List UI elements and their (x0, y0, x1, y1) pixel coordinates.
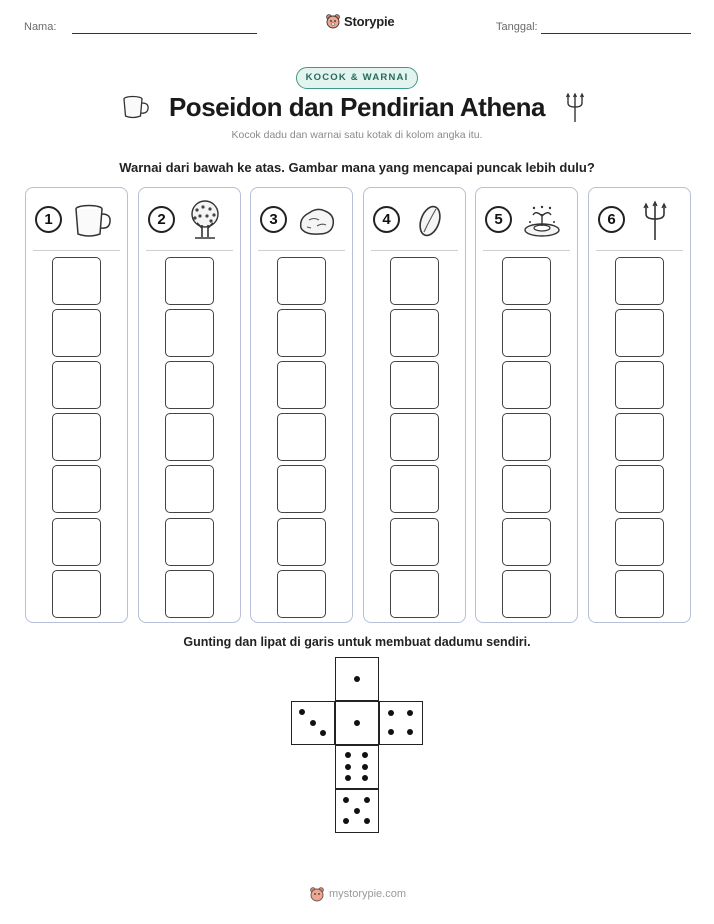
cut-instruction: Gunting dan lipat di garis untuk membuat dadumu sendiri. (183, 635, 531, 649)
coloring-box[interactable] (165, 309, 214, 357)
rock-icon (295, 198, 339, 242)
cup-icon (70, 198, 114, 242)
die-face-1 (335, 701, 379, 745)
column-2 (138, 187, 241, 623)
coloring-box[interactable] (277, 570, 326, 618)
activity-badge: KOCOK & WARNAI (296, 67, 418, 89)
die-pip (310, 720, 316, 726)
spring-icon (520, 198, 564, 242)
coloring-box[interactable] (390, 413, 439, 461)
brand-name: Storypie (344, 13, 395, 29)
coloring-box[interactable] (502, 309, 551, 357)
coloring-box[interactable] (390, 257, 439, 305)
die-pip (407, 729, 413, 735)
column-number: 1 (35, 206, 62, 233)
die-face-5 (335, 789, 379, 833)
column-1 (25, 187, 128, 623)
die-pip (345, 764, 351, 770)
coloring-box[interactable] (277, 257, 326, 305)
coloring-box[interactable] (165, 570, 214, 618)
die-pip (388, 710, 394, 716)
date-label: Tanggal: (496, 21, 538, 33)
die-pip (362, 775, 368, 781)
coloring-box[interactable] (165, 257, 214, 305)
coloring-instruction: Warnai dari bawah ke atas. Gambar mana yang mencapai puncak lebih dulu? (119, 160, 595, 175)
coloring-box[interactable] (615, 570, 664, 618)
coloring-box[interactable] (52, 518, 101, 566)
coloring-box[interactable] (52, 413, 101, 461)
die-face-3 (291, 701, 335, 745)
coloring-box[interactable] (52, 361, 101, 409)
olive-tree-icon (183, 198, 227, 242)
column-number: 2 (148, 206, 175, 233)
coloring-box[interactable] (277, 413, 326, 461)
die-face-1 (335, 657, 379, 701)
name-label: Nama: (24, 21, 57, 33)
column-divider (33, 250, 120, 251)
coloring-box[interactable] (277, 309, 326, 357)
coloring-box[interactable] (615, 257, 664, 305)
coloring-box[interactable] (52, 257, 101, 305)
coloring-box[interactable] (165, 518, 214, 566)
die-pip (343, 797, 349, 803)
date-line[interactable] (541, 33, 691, 34)
die-face-4 (379, 701, 423, 745)
column-header (589, 188, 690, 250)
coloring-box[interactable] (615, 361, 664, 409)
die-pip (388, 729, 394, 735)
coloring-box[interactable] (52, 465, 101, 513)
column-number: 5 (485, 206, 512, 233)
die-pip (364, 818, 370, 824)
die-pip (362, 764, 368, 770)
coloring-box[interactable] (277, 518, 326, 566)
column-5 (475, 187, 578, 623)
coloring-box[interactable] (502, 570, 551, 618)
column-6 (588, 187, 691, 623)
coloring-box[interactable] (52, 309, 101, 357)
column-header (251, 188, 352, 250)
column-divider (483, 250, 570, 251)
page-subtitle: Kocok dadu dan warnai satu kotak di kolom angka itu. (231, 129, 483, 141)
die-pip (345, 775, 351, 781)
column-header (26, 188, 127, 250)
footer-url: mystorypie.com (329, 888, 407, 900)
coloring-box[interactable] (390, 518, 439, 566)
coloring-box[interactable] (390, 309, 439, 357)
column-header (139, 188, 240, 250)
coloring-box[interactable] (502, 257, 551, 305)
coloring-box[interactable] (165, 361, 214, 409)
column-divider (371, 250, 458, 251)
trident-icon (633, 198, 677, 242)
die-pip (364, 797, 370, 803)
coloring-box[interactable] (390, 465, 439, 513)
die-pip (407, 710, 413, 716)
coloring-box[interactable] (165, 465, 214, 513)
column-header (364, 188, 465, 250)
column-divider (258, 250, 345, 251)
die-pip (343, 818, 349, 824)
coloring-box[interactable] (165, 413, 214, 461)
column-3 (250, 187, 353, 623)
die-pip (362, 752, 368, 758)
brand-logo (325, 13, 394, 29)
page-title: Poseidon dan Pendirian Athena (168, 92, 546, 122)
column-divider (146, 250, 233, 251)
coloring-box[interactable] (390, 361, 439, 409)
die-pip (320, 730, 326, 736)
coloring-box[interactable] (277, 465, 326, 513)
olive-icon (408, 198, 452, 242)
die-pip (354, 808, 360, 814)
column-number: 4 (373, 206, 400, 233)
storypie-mascot-icon (325, 13, 341, 29)
footer (309, 886, 406, 902)
coloring-box[interactable] (502, 361, 551, 409)
coloring-box[interactable] (502, 413, 551, 461)
die-pip (299, 709, 305, 715)
die-pip (354, 676, 360, 682)
column-number: 6 (598, 206, 625, 233)
footer-mascot-icon (309, 886, 325, 902)
die-pip (354, 720, 360, 726)
name-line[interactable] (72, 33, 257, 34)
column-header (476, 188, 577, 250)
coloring-box[interactable] (502, 465, 551, 513)
column-4 (363, 187, 466, 623)
column-divider (596, 250, 683, 251)
coloring-box[interactable] (615, 518, 664, 566)
coloring-box[interactable] (615, 309, 664, 357)
die-face-6 (335, 745, 379, 789)
coloring-box[interactable] (277, 361, 326, 409)
trident-title-icon (565, 92, 585, 124)
coloring-box[interactable] (615, 413, 664, 461)
coloring-box[interactable] (390, 570, 439, 618)
coloring-box[interactable] (615, 465, 664, 513)
coloring-box[interactable] (52, 570, 101, 618)
coloring-box[interactable] (502, 518, 551, 566)
column-number: 3 (260, 206, 287, 233)
die-pip (345, 752, 351, 758)
